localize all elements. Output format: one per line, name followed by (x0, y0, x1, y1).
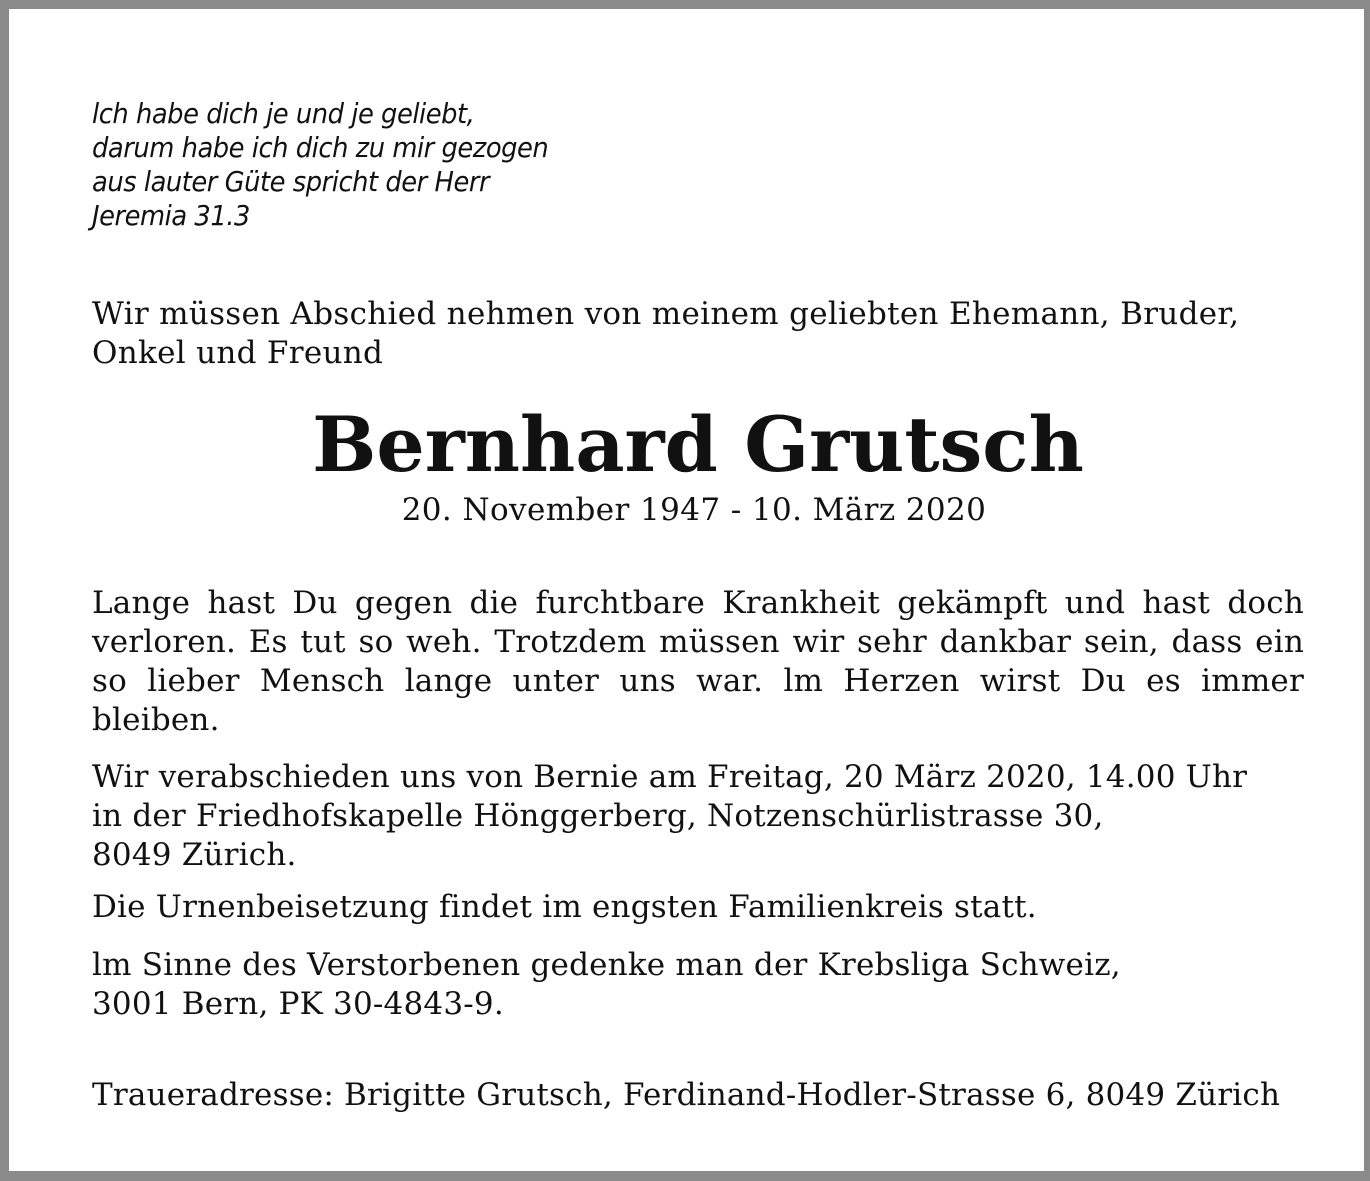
burial-paragraph: Die Urnenbeisetzung findet im engsten Familienkreis statt. (92, 889, 1037, 925)
life-dates: 20. November 1947 - 10. März 2020 (401, 492, 987, 528)
bible-verse (92, 97, 548, 233)
farewell-paragraph (92, 758, 1304, 875)
tribute-paragraph: Lange hast Du gegen die furchtbare Krankheit gekämpft und hast doch verloren. Es tut so weh. Trotzdem müssen wir sehr dankbar sein, dass ein so lieber Mensch lange unter uns war. lm Herzen wirst Du es immer bleiben. (92, 585, 1304, 738)
verse-line: darum habe ich dich zu mir gezogen (92, 131, 549, 164)
verse-line: aus lauter Güte spricht der Herr (92, 165, 490, 198)
intro-text: Wir müssen Abschied nehmen von meinem geliebten Ehemann, Bruder, Onkel und Freund (92, 296, 1240, 371)
deceased-name: Bernhard Grutsch (312, 400, 1084, 489)
verse-line: lch habe dich je und je geliebt, (92, 97, 475, 130)
donation-line: lm Sinne des Verstorbenen gedenke man der Krebsliga Schweiz, (92, 947, 1121, 983)
farewell-line: 8049 Zürich. (92, 837, 297, 873)
verse-reference: Jeremia 31.3 (92, 199, 250, 232)
donation-line: 3001 Bern, PK 30-4843-9. (92, 986, 504, 1022)
farewell-line: in der Friedhofskapelle Hönggerberg, Notzenschürlistrasse 30, (92, 798, 1104, 834)
mourning-address: Traueradresse: Brigitte Grutsch, Ferdinand-Hodler-Strasse 6, 8049 Zürich (92, 1077, 1281, 1113)
farewell-line: Wir verabschieden uns von Bernie am Freitag, 20 März 2020, 14.00 Uhr (92, 759, 1248, 795)
donation-paragraph (92, 946, 1304, 1024)
